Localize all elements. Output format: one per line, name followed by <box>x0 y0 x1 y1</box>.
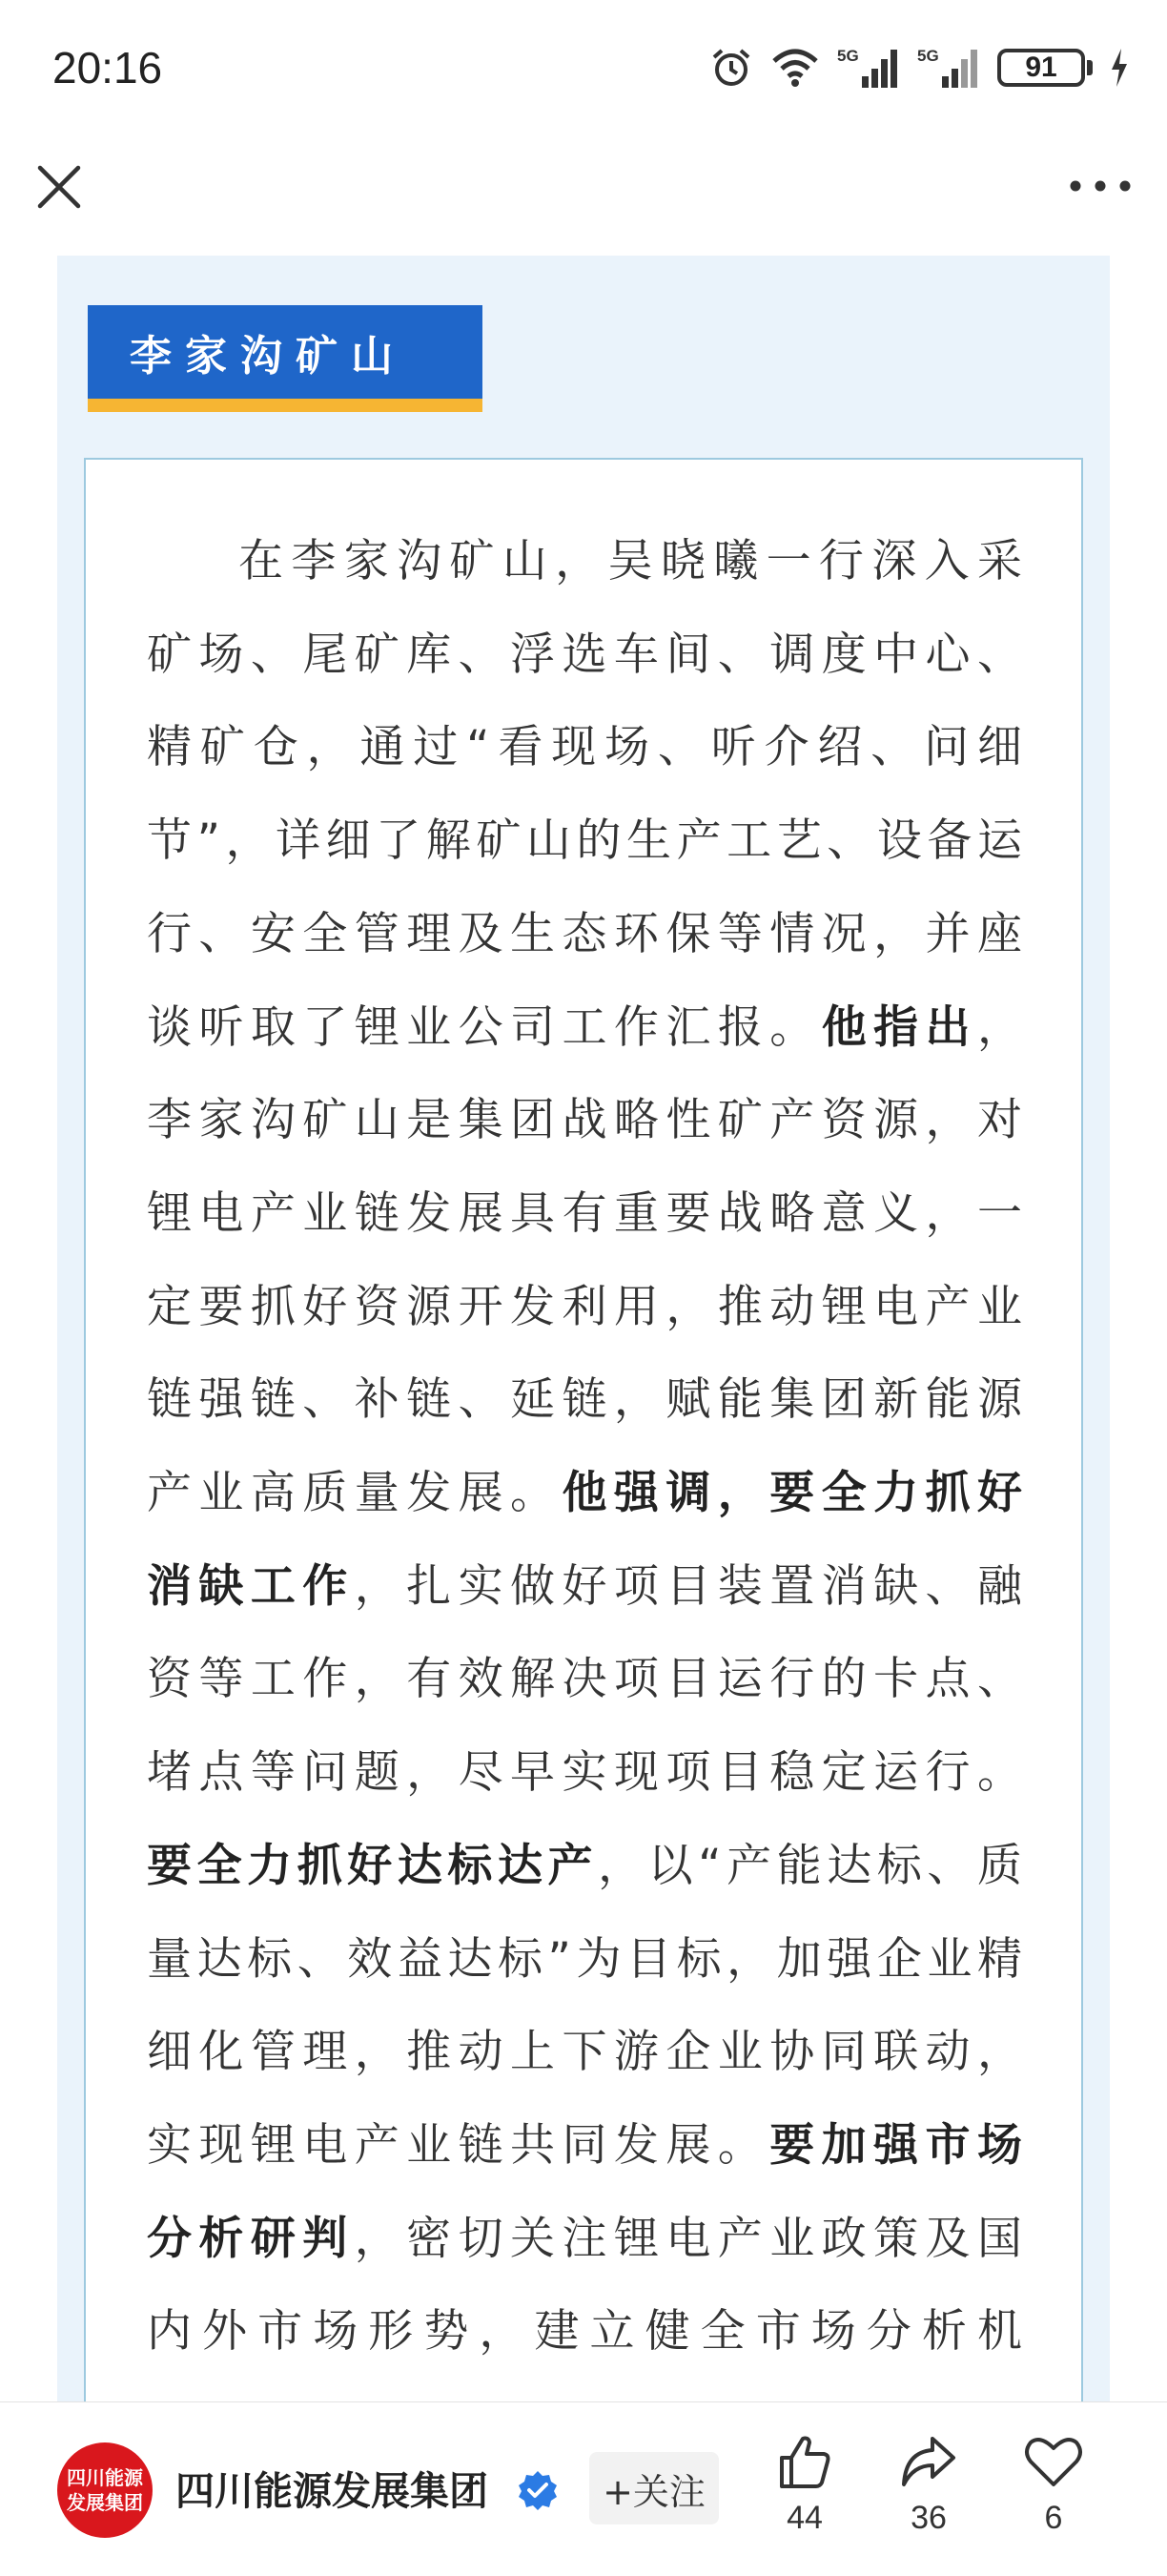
charging-icon <box>1110 49 1129 87</box>
close-icon[interactable] <box>29 156 90 217</box>
alarm-icon <box>709 46 753 90</box>
favorite-count: 6 <box>1044 2500 1063 2536</box>
emphasis-text: 他指出 <box>821 1000 977 1054</box>
section-header <box>88 305 482 412</box>
emphasis-text: 分析研判 <box>147 2212 355 2265</box>
share-icon <box>898 2431 959 2492</box>
article-line <box>147 2193 1022 2286</box>
body-text: 节”，详细了解矿山的生产工艺、设备运 <box>147 814 1022 868</box>
body-text: ，密切关注锂电产业政策及国 <box>354 2212 1022 2265</box>
status-bar <box>0 0 1167 134</box>
body-text: 量达标、效益达标”为目标，加强企业精 <box>147 1932 1022 1986</box>
article-line <box>147 1726 1022 1820</box>
avatar[interactable] <box>57 2442 153 2538</box>
body-text: 链强链、补链、延链，赋能集团新能源 <box>147 1373 1022 1427</box>
thumbs-up-icon <box>774 2431 835 2492</box>
follow-button[interactable]: +关注 <box>589 2452 719 2524</box>
body-text: 内外市场形势，建立健全市场分析机 <box>147 2305 1022 2359</box>
body-text: 精矿仓，通过“看现场、听介绍、问细 <box>147 721 1022 774</box>
article-content <box>0 256 1167 2401</box>
svg-text:5G: 5G <box>917 47 939 65</box>
article-line <box>147 794 1022 888</box>
battery-icon <box>997 49 1093 87</box>
article-line <box>147 1353 1022 1447</box>
like-count: 44 <box>787 2500 823 2536</box>
article-line <box>147 608 1022 702</box>
article-line <box>147 1913 1022 2007</box>
article-line <box>147 1167 1022 1261</box>
signal-icon-1 <box>837 46 900 90</box>
article-line <box>147 1540 1022 1634</box>
status-icons <box>709 44 1129 92</box>
like-button[interactable] <box>752 2431 857 2565</box>
verified-badge-icon <box>517 2469 559 2511</box>
share-count: 36 <box>911 2500 947 2536</box>
favorite-button[interactable] <box>1001 2431 1106 2565</box>
body-text: 行、安全管理及生态环保等情况，并座 <box>147 907 1022 960</box>
body-text: 细化管理，推动上下游企业协同联动， <box>147 2026 1022 2079</box>
avatar-text-1: 四川能源 <box>67 2466 143 2489</box>
body-text: 实现锂电产业链共同发展。 <box>147 2118 770 2172</box>
article-line <box>147 888 1022 981</box>
nav-bar <box>0 134 1167 257</box>
body-text: 谈听取了锂业公司工作汇报。 <box>147 1000 822 1054</box>
signal-icon-2 <box>917 46 980 90</box>
article-line <box>147 1820 1022 1913</box>
article-line <box>147 2006 1022 2099</box>
body-text: 锂电产业链发展具有重要战略意义，一 <box>147 1186 1022 1240</box>
article-line <box>147 701 1022 794</box>
article-line <box>147 2099 1022 2193</box>
article-line <box>147 1447 1022 1540</box>
avatar-text-2: 发展集团 <box>67 2491 143 2514</box>
body-text: 矿场、尾矿库、浮选车间、调度中心、 <box>147 628 1022 681</box>
body-text: ，以“产能达标、质 <box>598 1839 1022 1892</box>
heart-icon <box>1023 2431 1084 2492</box>
bottom-bar <box>0 2401 1167 2576</box>
svg-text:5G: 5G <box>837 47 859 65</box>
article-text-box <box>84 458 1083 2401</box>
emphasis-text: 他强调，要全力抓好 <box>562 1467 1022 1519</box>
body-text: 李家沟矿山是集团战略性矿产资源，对 <box>147 1094 1022 1147</box>
section-title: 李家沟矿山 <box>88 305 482 399</box>
body-text: 产业高质量发展。 <box>147 1467 563 1519</box>
emphasis-text: 消缺工作 <box>147 1559 355 1613</box>
section-title-underline <box>88 399 482 412</box>
battery-level: 91 <box>997 49 1085 87</box>
emphasis-text: 要加强市场 <box>769 2118 1022 2172</box>
article-line <box>147 981 1022 1075</box>
body-text: 堵点等问题，尽早实现项目稳定运行。 <box>147 1746 1022 1800</box>
wifi-icon <box>770 48 820 88</box>
body-text: 定要抓好资源开发利用，推动锂电产业 <box>147 1280 1022 1333</box>
emphasis-text: 要全力抓好达标达产 <box>147 1839 599 1892</box>
share-button[interactable] <box>876 2431 981 2565</box>
article-line <box>238 515 1022 608</box>
article-line <box>147 1074 1022 1167</box>
account-name[interactable]: 四川能源发展集团 <box>175 2468 488 2514</box>
article-panel <box>57 256 1110 2401</box>
body-text: ， <box>977 1000 1022 1054</box>
article-line <box>147 1261 1022 1354</box>
article-line <box>147 2285 1022 2379</box>
more-options-icon[interactable] <box>1062 162 1138 210</box>
status-time: 20:16 <box>52 43 163 93</box>
body-text: ，扎实做好项目装置消缺、融 <box>354 1559 1022 1613</box>
body-text: 在李家沟矿山，吴晓曦一行深入采 <box>238 535 1022 587</box>
article-line <box>147 1633 1022 1726</box>
body-text: 资等工作，有效解决项目运行的卡点、 <box>147 1653 1022 1706</box>
